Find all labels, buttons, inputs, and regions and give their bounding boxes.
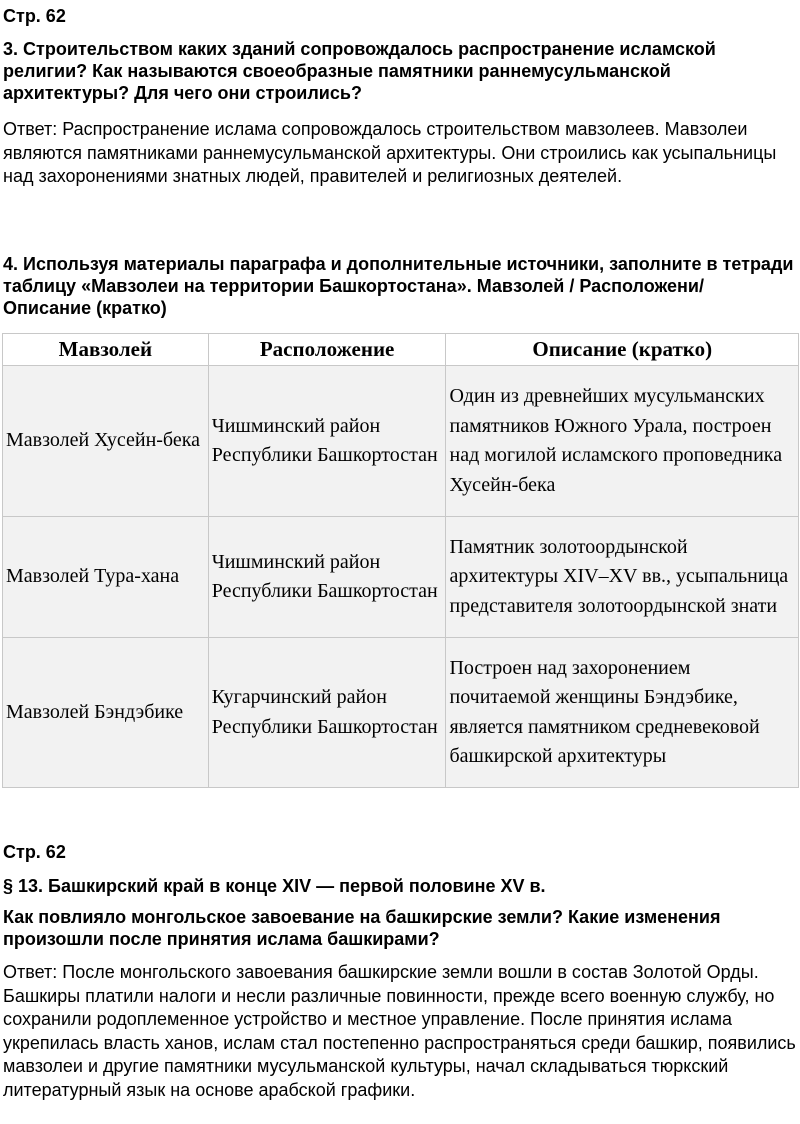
question-4: 4. Используя материалы параграфа и дополнительные источники, заполните в тетради таблицу «Мавзолеи на территории Башкортостана». Мавзолей / Расположени/ Описание (кратко) bbox=[3, 254, 799, 318]
answer-5: Ответ: После монгольского завоевания башкирские земли вошли в состав Золотой Орды. Башкиры платили налоги и несли различные повинности, прежде всего военную службу, но сохранили родоплеменное устройство и местное управление. После принятия ислама укрепилась власть ханов, ислам стал постепенно распространяться среди башкир, появились мавзолеи и другие памятники мусульманской культуры, начал складываться тюркский литературный язык на основе арабской графики. bbox=[3, 962, 796, 1100]
cell-description: Один из древнейших мусульманских памятников Южного Урала, построен над могилой исламского проповедника Хусейн-бека bbox=[446, 366, 799, 517]
page-label: Стр. 62 bbox=[3, 6, 66, 26]
column-header-mausoleum: Мавзолей bbox=[3, 334, 209, 366]
section-title: § 13. Башкирский край в конце XIV — первой половине XV в. bbox=[3, 876, 546, 896]
question-3: 3. Строительством каких зданий сопровождалось распространение исламской религии? Как называются своеобразные памятники раннемусульманской архитектуры? Для чего они строились? bbox=[3, 39, 721, 103]
cell-location: Чишминский район Республики Башкортостан bbox=[208, 517, 446, 638]
cell-mausoleum-name: Мавзолей Хусейн-бека bbox=[3, 366, 209, 517]
mausoleums-table bbox=[2, 333, 799, 788]
cell-mausoleum-name: Мавзолей Бэндэбике bbox=[3, 638, 209, 788]
column-header-location: Расположение bbox=[208, 334, 446, 366]
table-row bbox=[3, 638, 799, 788]
answer-3: Ответ: Распространение ислама сопровождалось строительством мавзолеев. Мавзолеи являются памятниками раннемусульманской архитектуры. Они строились как усыпальницы над захоронениями знатных людей, правителей и религиозных деятелей. bbox=[3, 119, 777, 186]
cell-location: Кугарчинский район Республики Башкортостан bbox=[208, 638, 446, 788]
table-header-row bbox=[3, 334, 799, 366]
question-5: Как повлияло монгольское завоевание на башкирские земли? Какие изменения произошли после принятия ислама башкирами? bbox=[3, 907, 726, 949]
cell-mausoleum-name: Мавзолей Тура-хана bbox=[3, 517, 209, 638]
table-row bbox=[3, 517, 799, 638]
table-row bbox=[3, 366, 799, 517]
cell-location: Чишминский район Республики Башкортостан bbox=[208, 366, 446, 517]
cell-description: Памятник золотоордынской архитектуры XIV–XV вв., усыпальница представителя золотоордынской знати bbox=[446, 517, 799, 638]
cell-description: Построен над захоронением почитаемой женщины Бэндэбике, является памятником средневековой башкирской архитектуры bbox=[446, 638, 799, 788]
column-header-description: Описание (кратко) bbox=[446, 334, 799, 366]
page-label: Стр. 62 bbox=[3, 842, 66, 862]
